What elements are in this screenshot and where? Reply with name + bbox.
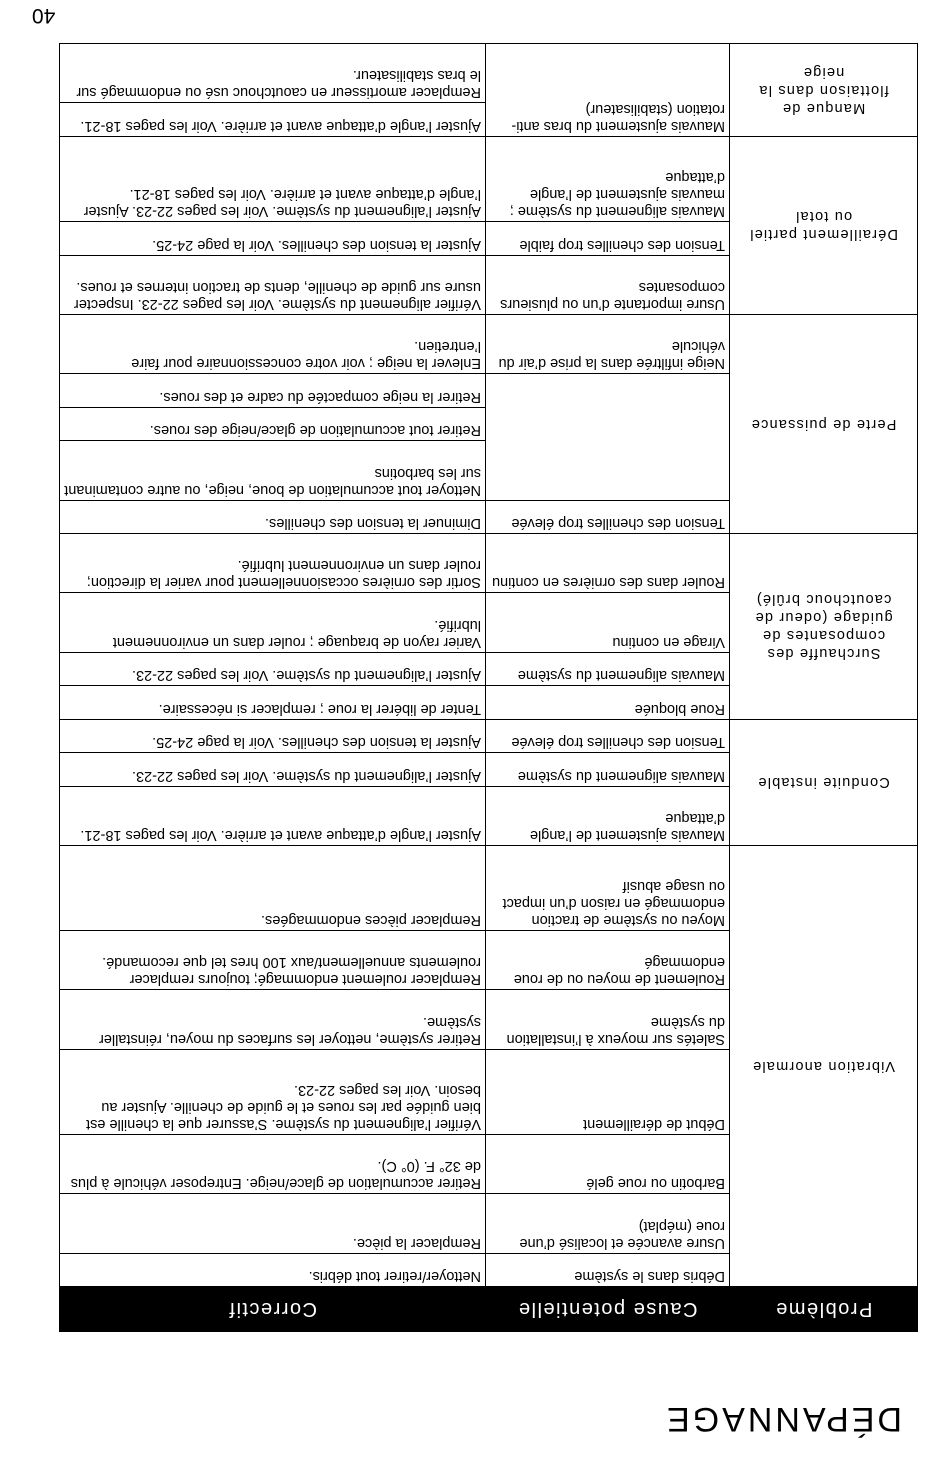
problem-label: Vibration anormale <box>751 1057 896 1074</box>
fix-cell: Vérifier alignement du système. Voir les pages 22-23. Inspecter usure sur guide de chenille, dents de traction internes et roues. <box>60 255 486 314</box>
cause-cell: Débris dans le système <box>486 1253 730 1286</box>
fix-cell: Retirer tout accumulation de glace/neige des roues. <box>60 407 486 440</box>
fix-cell: Retirer système, nettoyer les surfaces du moyeu, réinstaller système. <box>60 990 486 1049</box>
table-header-row <box>60 1287 918 1332</box>
fix-cell: Sortir des ornières occasionnellement pour varier la direction; rouler dans un environnement lubrifié. <box>60 533 486 592</box>
fix-cell: Enlever la neige ; voir votre concessionnaire pour faire l’entretien. <box>60 314 486 373</box>
table-row <box>60 255 918 314</box>
cause-cell: Tension des chenilles trop faible <box>486 222 730 255</box>
fix-cell: Ajuster l’alignement du système. Voir les pages 22-23. <box>60 753 486 786</box>
fix-cell: Ajuster l’angle d’attaque avant et arrière. Voir les pages 18-21. <box>60 786 486 845</box>
cause-cell <box>486 374 730 500</box>
cause-cell: Usure importante d’un ou plusieurs composantes <box>486 255 730 314</box>
cause-cell: Roue bloquée <box>486 686 730 719</box>
cause-cell: Barbotin ou roue gelé <box>486 1134 730 1193</box>
problem-cell <box>730 845 918 1286</box>
fix-cell: Remplacer roulement endommagé; toujours remplacer roulements annuellement/aux 100 hres tel que recomandé. <box>60 931 486 990</box>
fix-cell: Ajuster l’angle d’attaque avant et arrière. Voir les pages 18-21. <box>60 103 486 136</box>
fix-cell: Ajuster la tension des chenilles. Voir la page 24-25. <box>60 222 486 255</box>
fix-cell: Retirer accumulation de glace/neige. Entreposer véhicule à plus de 32° F. (0° C). <box>60 1134 486 1193</box>
cause-cell: Moyeu ou système de traction endommagé en raison d’un impact ou usage abusif <box>486 845 730 930</box>
problem-label: Conduite instable <box>757 774 890 791</box>
problem-cell <box>730 719 918 845</box>
fix-cell: Ajuster la tension des chenilles. Voir la page 24-25. <box>60 719 486 752</box>
table-row <box>60 103 918 136</box>
cause-cell: Mauvais ajustement du bras anti-rotation (stabilisateur) <box>486 44 730 137</box>
cause-cell: Neige infiltrée dans la prise d’air du véhicule <box>486 314 730 373</box>
page-number: 40 <box>32 4 56 27</box>
problem-cell <box>730 314 918 533</box>
table-row <box>60 686 918 719</box>
fix-cell: Varier rayon de braquage ; rouler dans un environnement lubrifié. <box>60 593 486 652</box>
problem-label: Perte de puissance <box>750 415 897 432</box>
problem-cell <box>730 533 918 719</box>
cause-cell: Mauvais alignement du système <box>486 753 730 786</box>
header-problem: Problème <box>730 1287 918 1332</box>
cause-cell: Mauvais alignement du système <box>486 652 730 685</box>
cause-cell: Roulement de moyeu ou de roue endommagé <box>486 931 730 990</box>
header-cause: Cause potentielle <box>486 1287 730 1332</box>
fix-cell: Ajuster l’alignement du système. Voir les pages 22-23. Ajuster l’angle d’attaque avant et arrière. Voir les pages 18-21. <box>60 136 486 221</box>
problem-label: Surchauffe des composantes de guidage (odeur de caoutchouc brûlé) <box>754 591 893 662</box>
cause-cell: Début de déraillement <box>486 1049 730 1134</box>
troubleshooting-table <box>59 43 918 1332</box>
fix-cell: Ajuster l’alignement du système. Voir les pages 22-23. <box>60 652 486 685</box>
fix-cell: Diminuer la tension des chenilles. <box>60 500 486 533</box>
fix-cell: Retirer la neige compactée du cadre et des roues. <box>60 374 486 407</box>
table-row <box>60 500 918 533</box>
cause-cell: Mauvais ajustement de l’angle d’attaque <box>486 786 730 845</box>
cause-cell: Tension des chenilles trop élevée <box>486 500 730 533</box>
fix-cell: Remplacer amortisseur en caoutchouc usé ou endommagé sur le bras stabilisateur. <box>60 44 486 103</box>
fix-cell: Tenter de libérer la roue ; remplacer si nécessaire. <box>60 686 486 719</box>
table-row <box>60 1253 918 1286</box>
fix-cell: Vérifier l’alignement du système. S’assurer que la chenille est bien guidée par les roues et le guide de chenille. Ajuster au besoin. Voir les pages 22-23. <box>60 1049 486 1134</box>
cause-cell: Tension des chenilles trop élevée <box>486 719 730 752</box>
table-row <box>60 786 918 845</box>
fix-cell: Remplacer pièces endommagées. <box>60 845 486 930</box>
problem-label: Manque de flottaison dans la neige <box>758 63 889 116</box>
cause-cell: Mauvais alignement du système ; mauvais ajustement de l’angle d’attaque <box>486 136 730 221</box>
fix-cell: Nettoyer/retirer tout débris. <box>60 1253 486 1286</box>
cause-cell: Rouler dans des ornières en continu <box>486 533 730 592</box>
problem-label: Déraillement partiel ou total <box>749 208 898 243</box>
fix-cell: Remplacer la pièce. <box>60 1194 486 1253</box>
cause-cell: Usure avancée et localisé d’une roue (méplat) <box>486 1194 730 1253</box>
header-fix: Correctif <box>60 1287 486 1332</box>
cause-cell: Saletés sur moyeux à l’installation du système <box>486 990 730 1049</box>
page-title: DÉPANNAGE <box>664 1400 902 1438</box>
problem-cell <box>730 44 918 137</box>
problem-cell <box>730 136 918 314</box>
fix-cell: Nettoyer tout accumulation de boue, neige, ou autre contaminant sur les barbotins <box>60 441 486 500</box>
cause-cell: Virage en continu <box>486 593 730 652</box>
